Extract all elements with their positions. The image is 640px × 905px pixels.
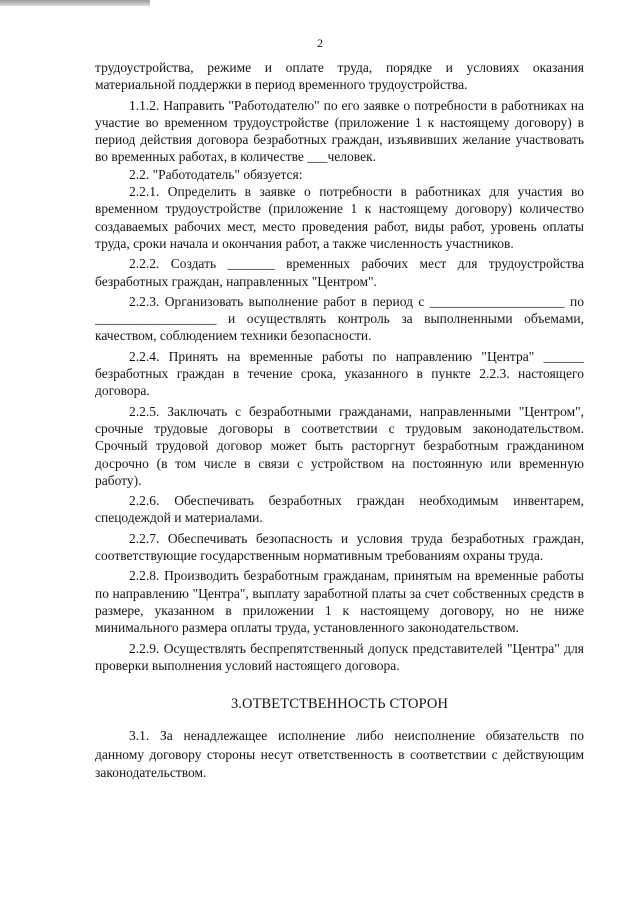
paragraph-2-2-2: 2.2.2. Создать _______ временных рабочих мест для трудоустройства безработных граждан, направленных "Центром". <box>95 256 584 289</box>
section-3-title: 3.ОТВЕТСТВЕННОСТЬ СТОРОН <box>230 696 449 713</box>
scan-edge-mark <box>0 0 150 6</box>
paragraph-continuation: трудоустройства, режиме и оплате труда, порядке и условиях оказания материальной поддержки в период временного трудоустройства. <box>95 60 584 93</box>
paragraph-2-2-1: 2.2.1. Определить в заявке о потребности в работниках для участия во временном трудоустройстве (приложение 1 к настоящему договору) количество создаваемых рабочих мест, место проведения работ, виды работ, уровень оплаты труда, сроки начала и окончания работ, а также численность участников. <box>95 184 584 251</box>
paragraph-2-2-3: 2.2.3. Организовать выполнение работ в период с ____________________ по __________________ и осуществлять контроль за выполненными объемами, качеством, соблюдением техники безопасности. <box>95 293 584 344</box>
page-number: 2 <box>317 36 323 50</box>
paragraph-2-2-7: 2.2.7. Обеспечивать безопасность и условия труда безработных граждан, соответствующие государственным нормативным требованиям охраны труда. <box>95 530 584 564</box>
paragraph-2-2-5: 2.2.5. Заключать с безработными гражданами, направленными "Центром", срочные трудовые договоры в соответствии с трудовым законодательством. Срочный трудовой договор может быть расторгнут безработным гражданином досрочно (в том числе в связи с устройством на постоянную или временную работу). <box>95 403 584 488</box>
document-body <box>95 59 584 783</box>
paragraph-2-2-8: 2.2.8. Производить безработным гражданам, принятым на временные работы по направлению "Центра", выплату заработной платы за счет собственных средств в размере, указанном в приложении 1 к настоящему договору, но не ниже минимального размера оплаты труда, установленного законодательством. <box>95 568 584 636</box>
paragraph-3-1: 3.1. За ненадлежащее исполнение либо неисполнение обязательств по данному договору стороны несут ответственность в соответствии с действующим законодательством. <box>95 728 584 781</box>
paragraph-1-1-2: 1.1.2. Направить "Работодателю" по его заявке о потребности в работниках на участие во временном трудоустройстве (приложение 1 к настоящему договору) в период действия договора безработных граждан, изъявивших желание участвовать во временных работах, в количестве ___человек. <box>95 97 584 165</box>
paragraph-2-2-6: 2.2.6. Обеспечивать безработных граждан необходимым инвентарем, спецодеждой и материалами. <box>95 493 584 526</box>
paragraph-2-2-4: 2.2.4. Принять на временные работы по направлению "Центра" ______ безработных граждан в течение срока, указанного в пункте 2.2.3. настоящего договора. <box>95 348 584 399</box>
paragraph-2-2-9: 2.2.9. Осуществлять беспрепятственный допуск представителей "Центра" для проверки выполнения условий настоящего договора. <box>95 640 584 673</box>
paragraph-2-2: 2.2. "Работодатель" обязуется: <box>129 166 303 182</box>
